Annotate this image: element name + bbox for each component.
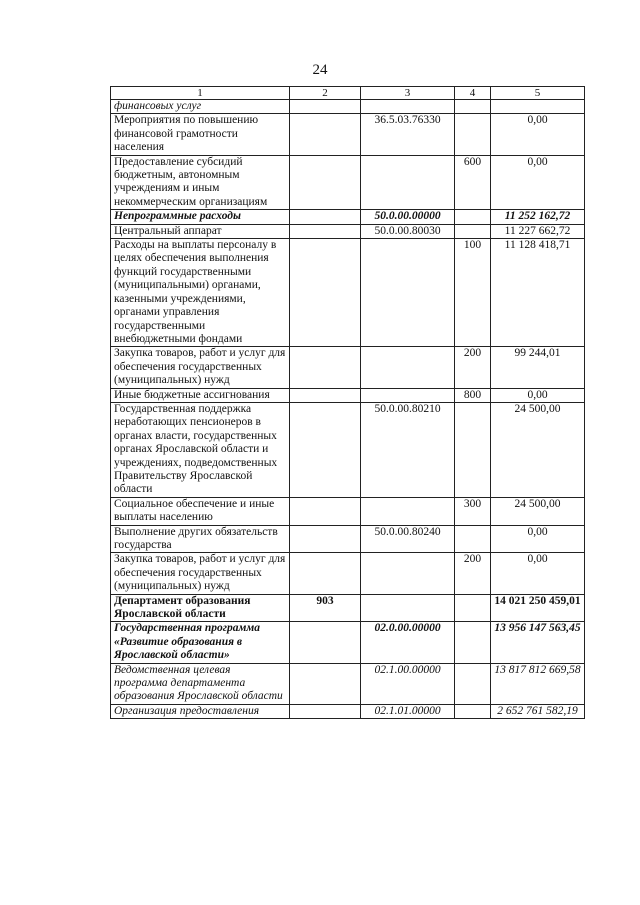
table-row (111, 553, 585, 594)
row-code (290, 210, 361, 224)
table-body (111, 100, 585, 719)
row-name: Непрограммные расходы (111, 210, 290, 224)
row-amount: 11 252 162,72 (491, 210, 585, 224)
row-expense-type: 200 (455, 347, 491, 388)
row-name: Закупка товаров, работ и услуг для обеспечения государственных (муниципальных) нужд (111, 347, 290, 388)
row-code (290, 100, 361, 114)
row-name: Организация предоставления (111, 704, 290, 718)
row-name: Иные бюджетные ассигнования (111, 388, 290, 402)
row-expense-type (455, 704, 491, 718)
table-row (111, 155, 585, 210)
table-row (111, 100, 585, 114)
row-amount: 0,00 (491, 525, 585, 553)
col-header-3: 3 (361, 87, 455, 100)
row-code: 903 (290, 594, 361, 622)
row-target-article: 50.0.00.80210 (361, 402, 455, 497)
row-code (290, 402, 361, 497)
row-expense-type: 800 (455, 388, 491, 402)
row-amount: 14 021 250 459,01 (491, 594, 585, 622)
table-row (111, 663, 585, 704)
row-amount: 11 227 662,72 (491, 224, 585, 238)
table-row (111, 347, 585, 388)
row-target-article: 36.5.03.76330 (361, 114, 455, 155)
col-header-4: 4 (455, 87, 491, 100)
row-amount: 99 244,01 (491, 347, 585, 388)
row-target-article: 02.0.00.00000 (361, 622, 455, 663)
row-code (290, 347, 361, 388)
col-header-2: 2 (290, 87, 361, 100)
table-row (111, 402, 585, 497)
row-code (290, 663, 361, 704)
row-name: Закупка товаров, работ и услуг для обеспечения государственных (муниципальных) нужд (111, 553, 290, 594)
col-header-1: 1 (111, 87, 290, 100)
row-amount: 0,00 (491, 155, 585, 210)
row-name: Государственная поддержка неработающих пенсионеров в органах власти, государственных органах Ярославской области и учреждениях, подведомственных Правительству Ярославской области (111, 402, 290, 497)
table-row (111, 594, 585, 622)
row-target-article (361, 347, 455, 388)
table-row (111, 224, 585, 238)
row-name: Расходы на выплаты персоналу в целях обеспечения выполнения функций государственными (муниципальными) органами, казенными учреждениями, органами управления государственными внебюджетными фондами (111, 239, 290, 347)
row-code (290, 553, 361, 594)
row-name: финансовых услуг (111, 100, 290, 114)
row-expense-type: 300 (455, 497, 491, 525)
row-amount: 2 652 761 582,19 (491, 704, 585, 718)
row-target-article (361, 239, 455, 347)
table-header-row (111, 87, 585, 100)
row-amount: 0,00 (491, 553, 585, 594)
row-target-article (361, 100, 455, 114)
row-code (290, 155, 361, 210)
table-row (111, 525, 585, 553)
row-target-article: 50.0.00.80240 (361, 525, 455, 553)
row-amount: 24 500,00 (491, 497, 585, 525)
row-code (290, 239, 361, 347)
row-code (290, 622, 361, 663)
table-row (111, 210, 585, 224)
row-target-article (361, 388, 455, 402)
col-header-5: 5 (491, 87, 585, 100)
row-amount: 24 500,00 (491, 402, 585, 497)
row-target-article: 02.1.01.00000 (361, 704, 455, 718)
row-name: Центральный аппарат (111, 224, 290, 238)
page-number: 24 (312, 62, 328, 78)
row-expense-type: 100 (455, 239, 491, 347)
table-row (111, 704, 585, 718)
row-name: Департамент образования Ярославской области (111, 594, 290, 622)
row-name: Социальное обеспечение и иные выплаты населению (111, 497, 290, 525)
table-row (111, 239, 585, 347)
row-expense-type (455, 210, 491, 224)
row-target-article: 02.1.00.00000 (361, 663, 455, 704)
row-target-article: 50.0.00.00000 (361, 210, 455, 224)
row-amount: 0,00 (491, 114, 585, 155)
row-expense-type (455, 402, 491, 497)
budget-table (110, 86, 585, 719)
row-amount (491, 100, 585, 114)
row-target-article (361, 155, 455, 210)
row-expense-type (455, 594, 491, 622)
row-expense-type (455, 100, 491, 114)
row-target-article (361, 594, 455, 622)
row-code (290, 497, 361, 525)
row-amount: 11 128 418,71 (491, 239, 585, 347)
row-amount: 0,00 (491, 388, 585, 402)
row-expense-type (455, 663, 491, 704)
table-row (111, 388, 585, 402)
row-code (290, 224, 361, 238)
row-name: Мероприятия по повышению финансовой грамотности населения (111, 114, 290, 155)
row-expense-type (455, 622, 491, 663)
row-expense-type (455, 224, 491, 238)
row-expense-type: 600 (455, 155, 491, 210)
table-row (111, 497, 585, 525)
row-amount: 13 956 147 563,45 (491, 622, 585, 663)
row-expense-type (455, 525, 491, 553)
row-target-article (361, 553, 455, 594)
row-code (290, 704, 361, 718)
row-name: Государственная программа «Развитие образования в Ярославской области» (111, 622, 290, 663)
row-name: Предоставление субсидий бюджетным, автономным учреждениям и иным некоммерческим организациям (111, 155, 290, 210)
row-expense-type: 200 (455, 553, 491, 594)
row-name: Ведомственная целевая программа департамента образования Ярославской области (111, 663, 290, 704)
row-target-article: 50.0.00.80030 (361, 224, 455, 238)
row-name: Выполнение других обязательств государства (111, 525, 290, 553)
row-code (290, 525, 361, 553)
row-expense-type (455, 114, 491, 155)
row-target-article (361, 497, 455, 525)
table-row (111, 622, 585, 663)
row-code (290, 388, 361, 402)
table-row (111, 114, 585, 155)
row-code (290, 114, 361, 155)
row-amount: 13 817 812 669,58 (491, 663, 585, 704)
